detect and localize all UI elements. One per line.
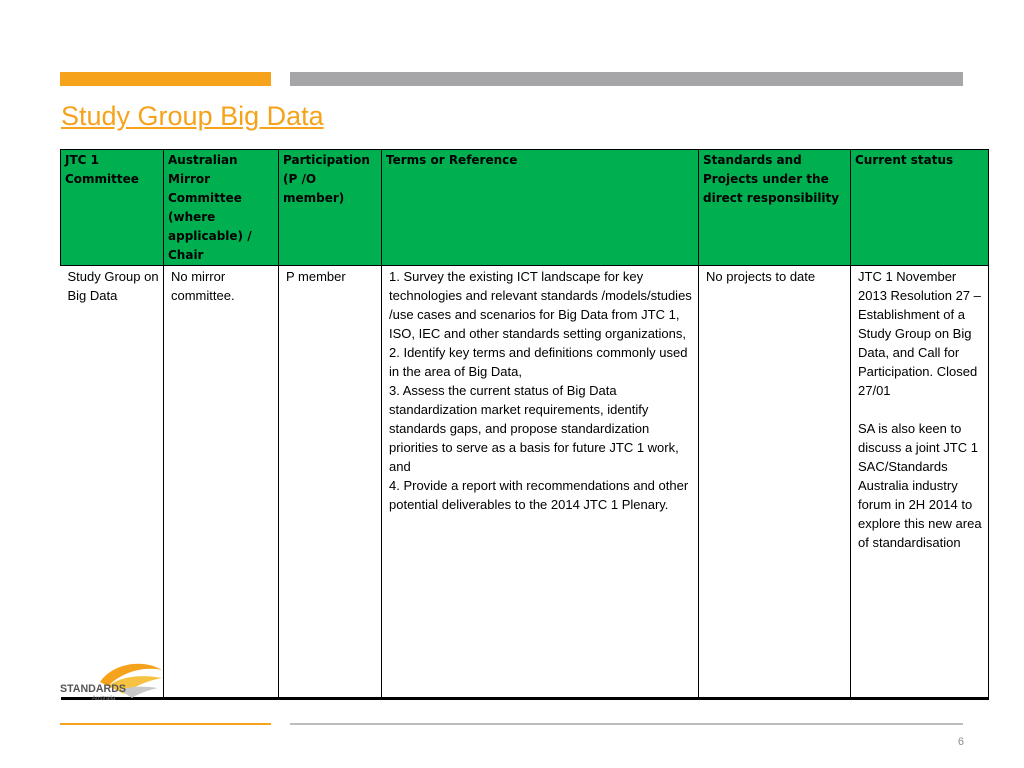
page-number: 6	[957, 736, 964, 748]
cell-mirror-committee: No mirror committee.	[164, 266, 279, 699]
header-standards-projects: Standards and Projects under the direct responsibility	[699, 150, 851, 266]
top-orange-divider	[60, 72, 271, 86]
committee-table	[60, 149, 989, 700]
cell-participation: P member	[279, 266, 382, 699]
header-current-status: Current status	[851, 150, 989, 266]
bottom-gray-divider	[290, 723, 963, 725]
cell-current-status: JTC 1 November 2013 Resolution 27 – Establishment of a Study Group on Big Data, and Call for Participation. Closed 27/01 SA is also keen to discuss a joint JTC 1 SAC/Standards Australia industry forum in 2H 2014 to explore this new area of standardisation	[851, 266, 989, 699]
logo-wordmark: STANDARDS	[60, 683, 126, 695]
table-row	[61, 266, 989, 699]
header-terms-of-reference: Terms or Reference	[382, 150, 699, 266]
bottom-orange-divider	[60, 723, 271, 725]
cell-standards-projects: No projects to date	[699, 266, 851, 699]
top-gray-divider	[290, 72, 963, 86]
header-mirror-committee: Australian Mirror Committee (where applicable) / Chair	[164, 150, 279, 266]
cell-terms-of-reference: 1. Survey the existing ICT landscape for key technologies and relevant standards /models/studies /use cases and scenarios for Big Data from JTC 1, ISO, IEC and other standards setting organizations, 2. Identify key terms and definitions commonly used in the area of Big Data, 3. Assess the current status of Big Data standardization market requirements, identify standards gaps, and propose standardization priorities to serve as a basis for future JTC 1 work, and 4. Provide a report with recommendations and other potential deliverables to the 2014 JTC 1 Plenary.	[382, 266, 699, 699]
table-header-row	[61, 150, 989, 266]
slide-title: Study Group Big Data	[61, 101, 324, 131]
header-jtc1-committee: JTC 1 Committee	[61, 150, 164, 266]
standards-australia-logo	[60, 660, 164, 702]
logo-subtext: Australia	[92, 696, 116, 702]
cell-committee: Study Group on Big Data	[61, 266, 164, 699]
header-participation: Participation (P /O member)	[279, 150, 382, 266]
